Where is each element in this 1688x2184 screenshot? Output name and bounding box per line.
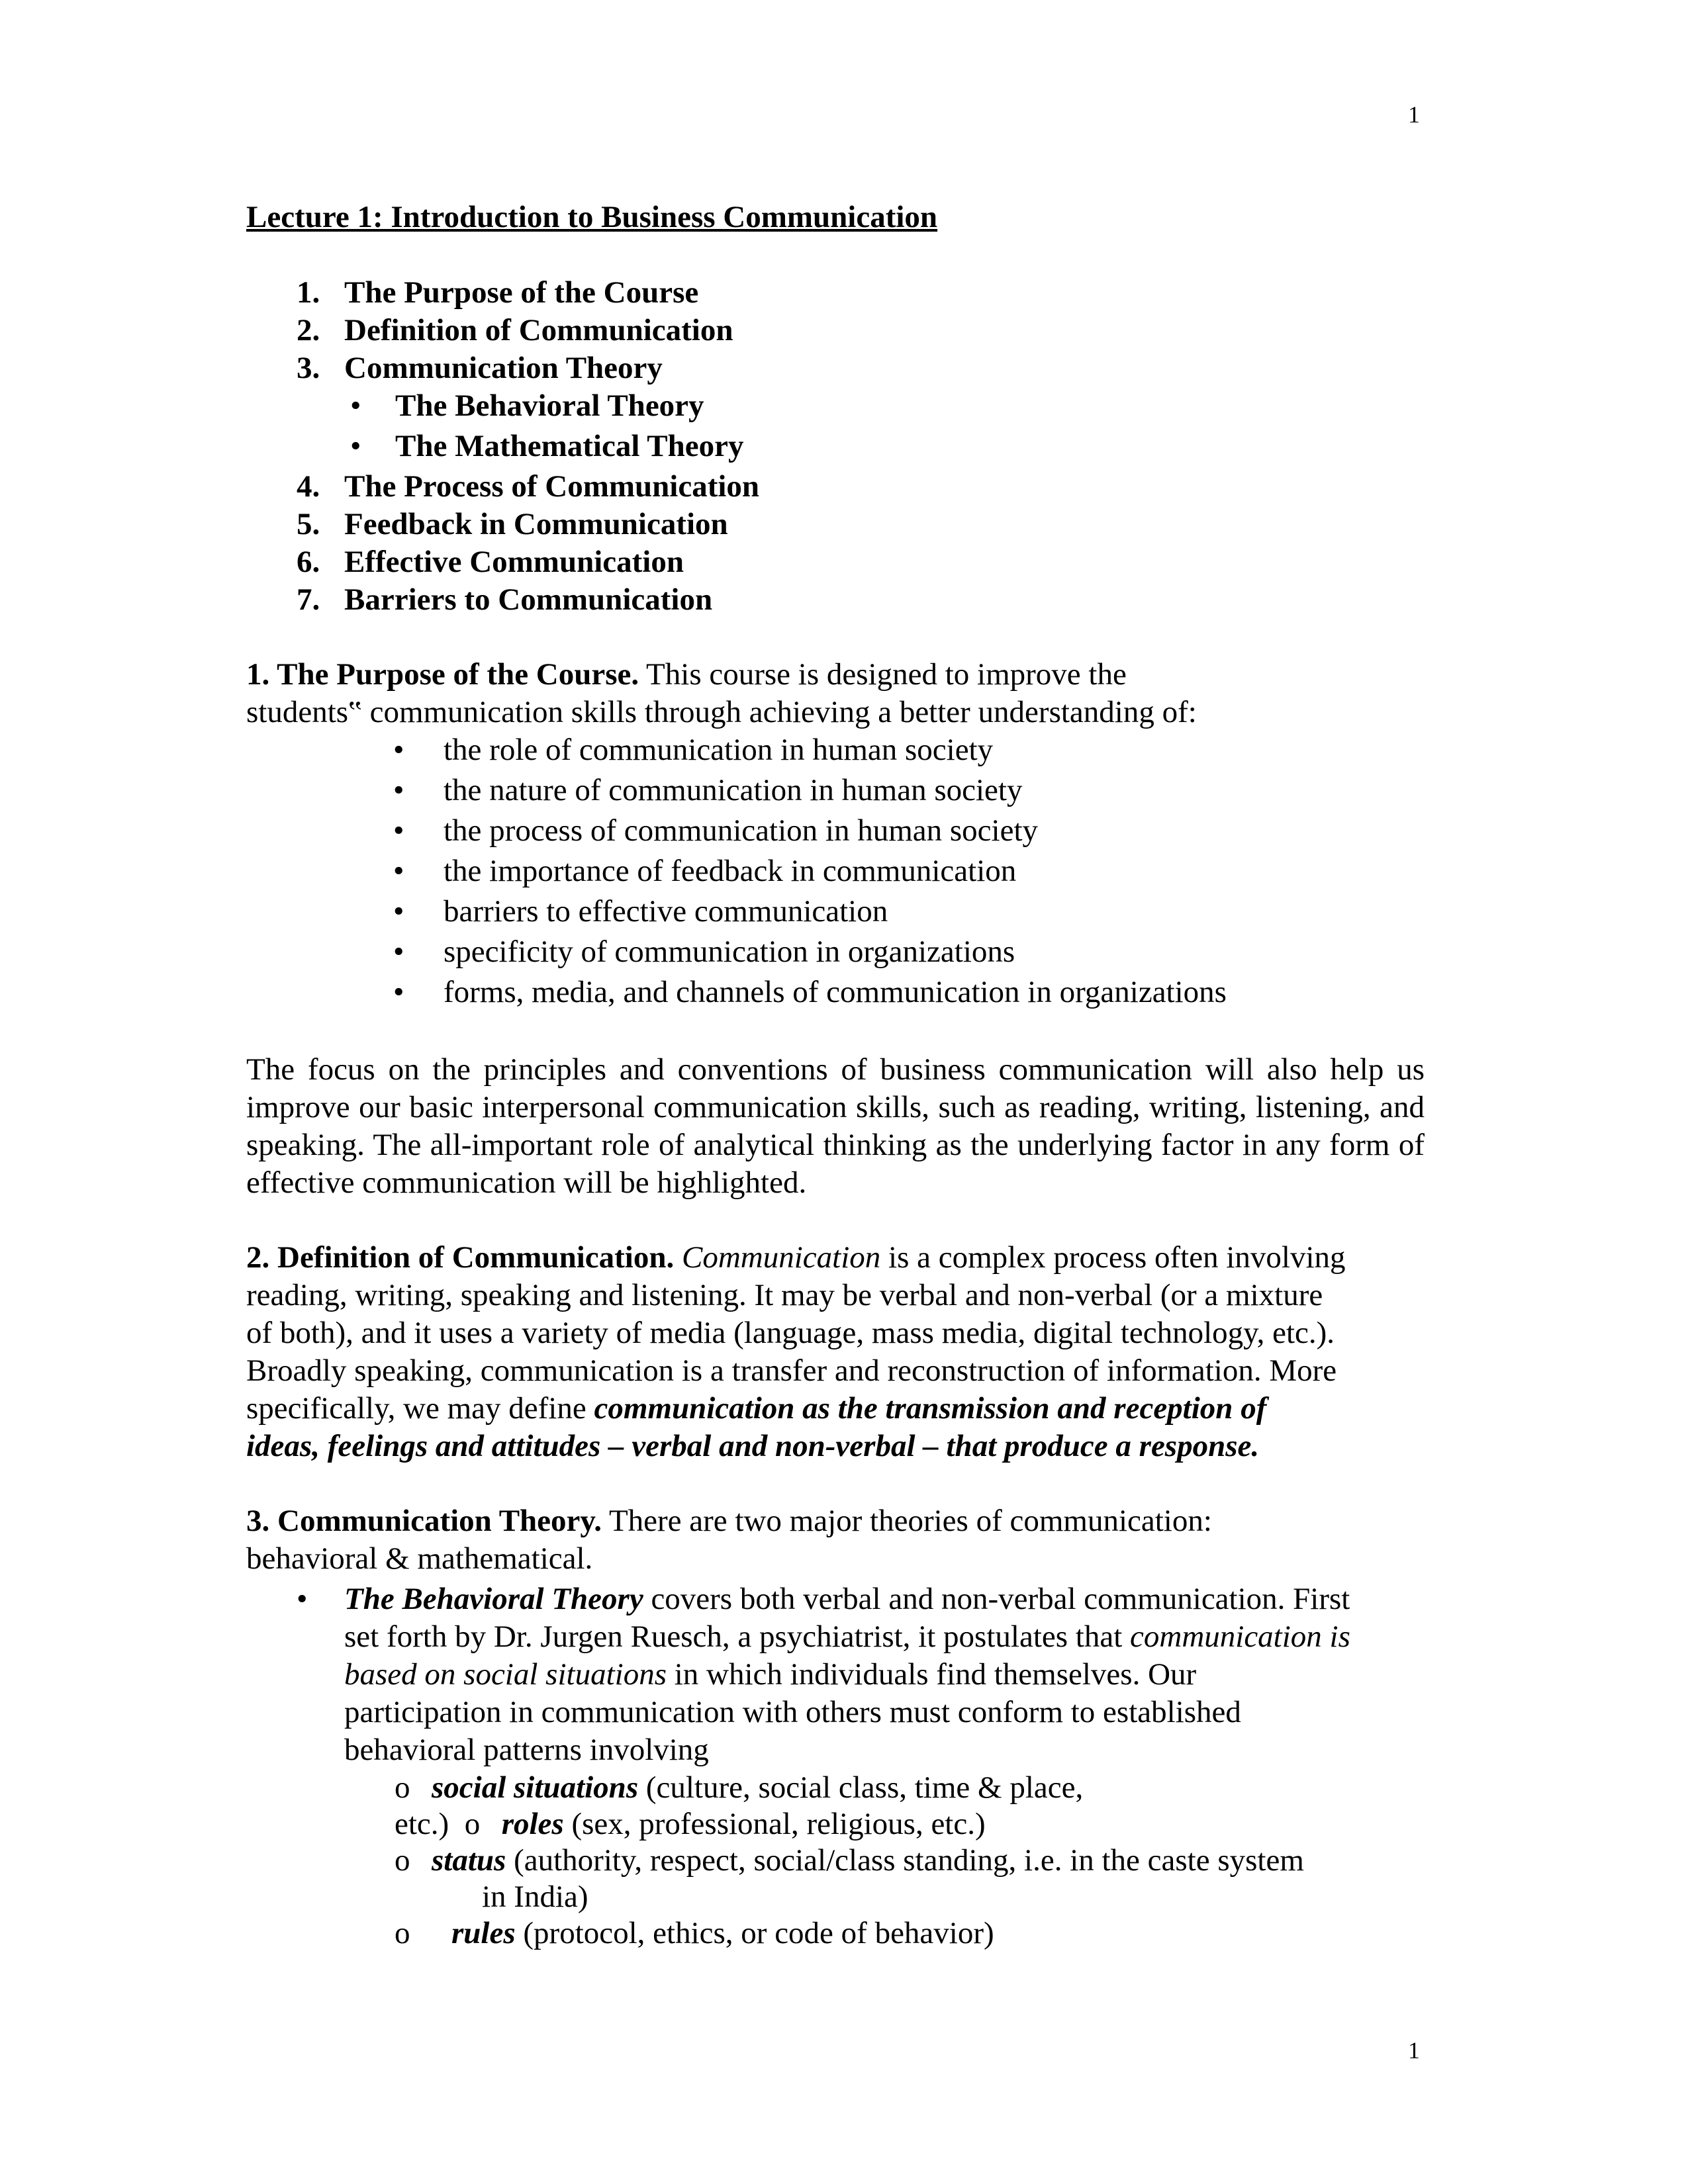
toc-item: 4. The Process of Communication (297, 469, 760, 504)
list-item: • forms, media, and channels of communication in organizations (246, 974, 1425, 1014)
behavioral-theory-item: • The Behavioral Theory covers both verbal and non-verbal communication. First set forth by Dr. Jurgen Ruesch, a psychiatrist, it postulates that communication is based on social situations in which individuals find themselves. Our participation in communication with others must conform to established behavioral patterns involving o social situations (culture, social class, time & place, etc.) o roles (sex, professional, religious, etc.) o status (authority, respect, social/class standing, i.e. in the caste system in India) o rules (protocol, ethics, or code of behavior) (246, 1580, 1425, 1951)
focus-paragraph: The focus on the principles and conventions of business communication will also help us improve our basic interpersonal communication skills, such as reading, writing, listening, and speaking. The all-important role of analytical thinking as the underlying factor in any form of effective communication will be highlighted. (246, 1052, 1425, 1200)
toc-item: 1. The Purpose of the Course (297, 275, 699, 310)
circle-bullet-icon: o (395, 1843, 410, 1878)
list-item: o status (authority, respect, social/class standing, i.e. in the caste system (344, 1842, 1425, 1878)
section3-intro: 3. Communication Theory. There are two major theories of communication: behavioral & mathematical. (246, 1504, 1212, 1576)
table-of-contents (246, 274, 1425, 619)
document-body (246, 199, 1425, 1951)
bullet-icon: • (393, 894, 404, 929)
toc-item: 5. Feedback in Communication (297, 507, 728, 541)
list-item: • the nature of communication in human society (246, 772, 1425, 812)
list-item: • barriers to effective communication (246, 893, 1425, 933)
lecture-title: Lecture 1: Introduction to Business Communication (246, 200, 938, 234)
bullet-icon: • (350, 429, 361, 463)
bullet-icon: • (393, 854, 404, 888)
bullet-icon: • (393, 733, 404, 767)
bullet-icon: • (297, 1582, 308, 1616)
list-item: o rules (protocol, ethics, or code of behavior) (344, 1915, 1425, 1951)
list-item: in India) (482, 1880, 588, 1914)
list-item: etc.) o roles (sex, professional, religious, etc.) (344, 1805, 1425, 1842)
toc-subitem: • The Mathematical Theory (246, 428, 1425, 468)
toc-item: 7. Barriers to Communication (297, 582, 713, 617)
list-item: • the importance of feedback in communication (246, 852, 1425, 893)
list-item: • the process of communication in human society (246, 812, 1425, 852)
toc-item: 3. Communication Theory (297, 351, 663, 385)
section1-intro: 1. The Purpose of the Course. This course is designed to improve the students‟ communication skills through achieving a better understanding of: (246, 657, 1197, 729)
page-number-bottom: 1 (1408, 2037, 1420, 2064)
bullet-icon: • (393, 975, 404, 1009)
toc-subitem: • The Behavioral Theory (246, 387, 1425, 428)
bullet-icon: • (393, 813, 404, 848)
purpose-list (246, 731, 1425, 1014)
list-item: • the role of communication in human society (246, 731, 1425, 772)
toc-item: 6. Effective Communication (297, 545, 684, 579)
bullet-icon: • (393, 934, 404, 969)
circle-bullet-icon: o (395, 1770, 410, 1805)
bullet-icon: • (350, 388, 361, 423)
list-item: o social situations (culture, social class, time & place, (344, 1769, 1425, 1805)
section1-heading: 1. The Purpose of the Course. (246, 657, 639, 692)
circle-bullet-icon: o (395, 1916, 410, 1950)
section2-heading: 2. Definition of Communication. (246, 1240, 675, 1275)
behavioral-patterns-list (344, 1769, 1425, 1951)
list-item: • specificity of communication in organizations (246, 933, 1425, 974)
page-number-top: 1 (1408, 101, 1420, 128)
toc-item: 2. Definition of Communication (297, 313, 733, 347)
section3-heading: 3. Communication Theory. (246, 1504, 602, 1538)
bullet-icon: • (393, 773, 404, 807)
section2-paragraph: 2. Definition of Communication. Communication is a complex process often involving reading, writing, speaking and listening. It may be verbal and non-verbal (or a mixture of both), and it uses a variety of media (language, mass media, digital technology, etc.). Broadly speaking, communication is a transfer and reconstruction of information. More specifically, we may define communication as the transmission and reception of ideas, feelings and attitudes – verbal and non-verbal – that produce a response. (246, 1240, 1346, 1463)
circle-bullet-icon: o (464, 1807, 481, 1841)
